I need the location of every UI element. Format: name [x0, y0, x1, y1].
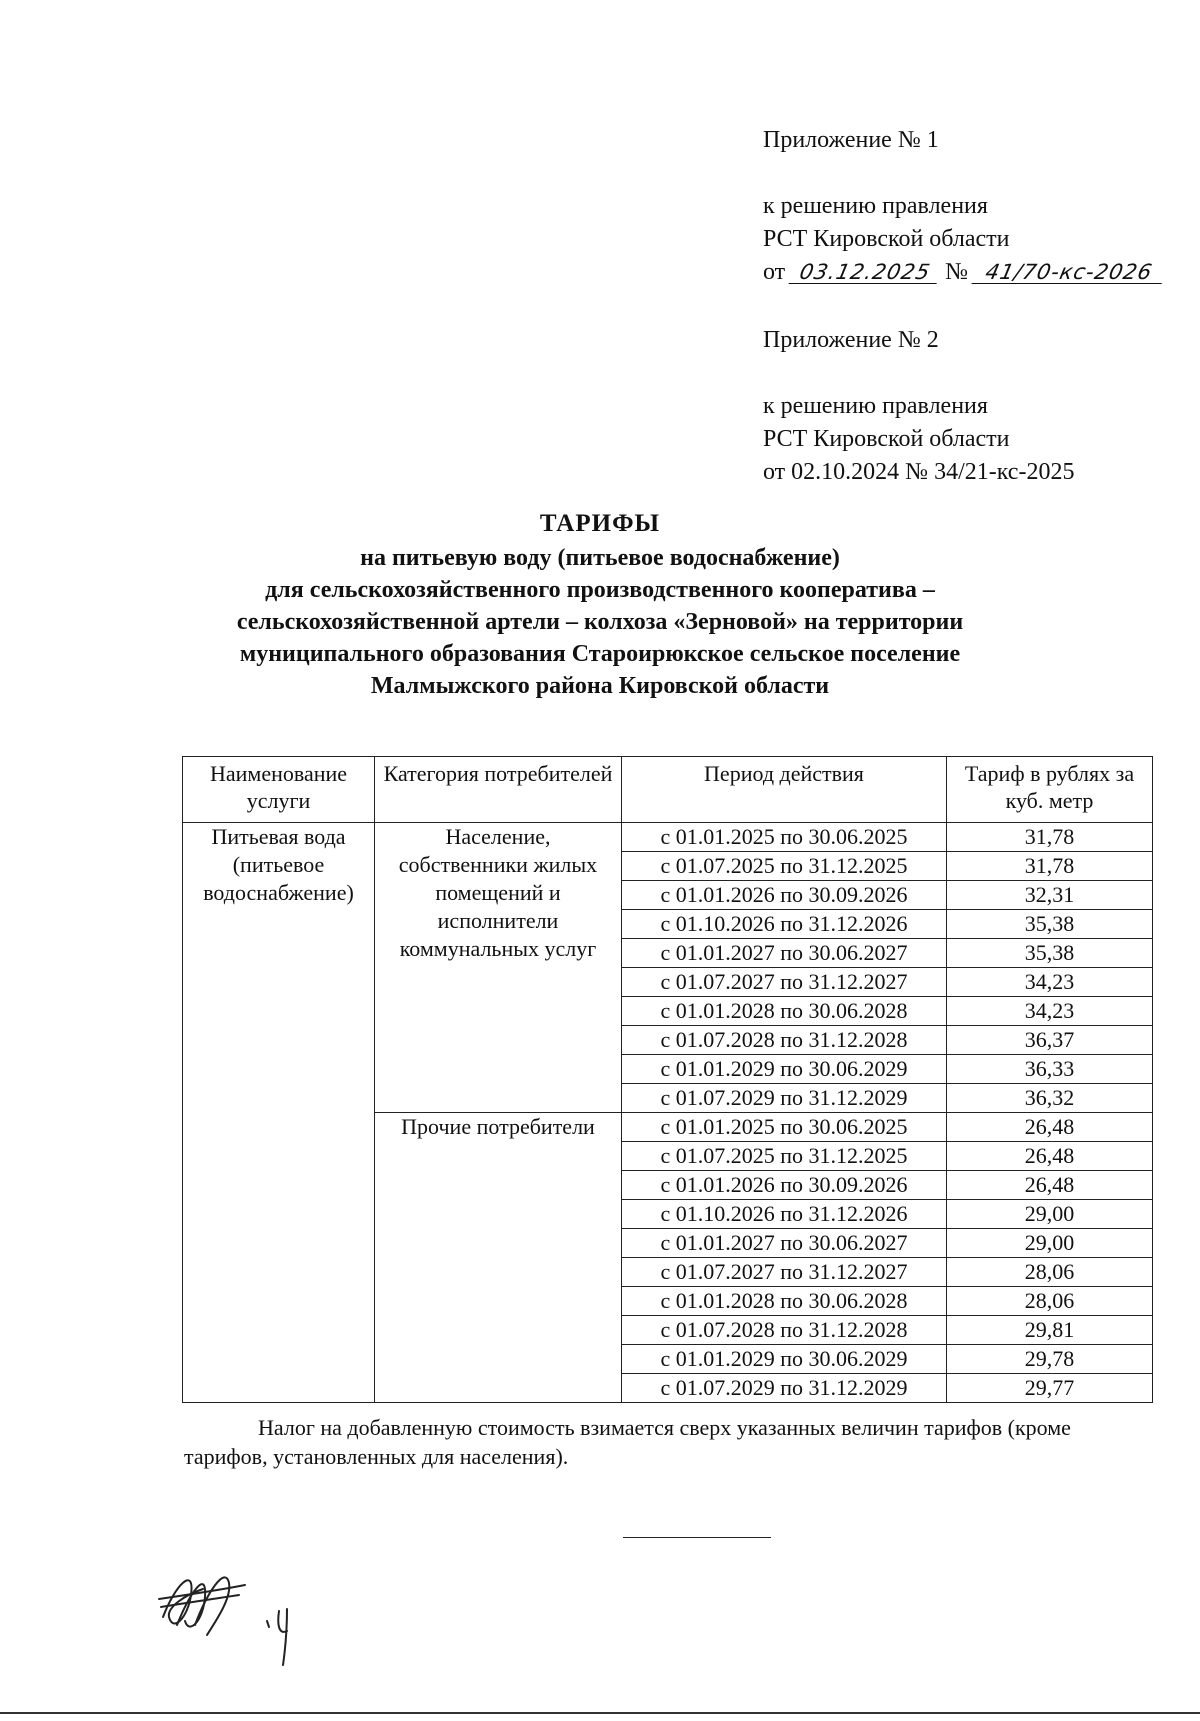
appendix-1-title: [763, 124, 939, 157]
table-row: [183, 823, 1153, 852]
header-period: Период действия: [622, 757, 947, 823]
tariff-rate-cell: 26,48: [947, 1113, 1153, 1142]
period-cell: с 01.07.2027 по 31.12.2027: [622, 968, 947, 997]
period-cell: с 01.10.2026 по 31.12.2026: [622, 1200, 947, 1229]
heading-line-3: сельскохозяйственной артели – колхоза «Зерновой» на территории: [236, 609, 964, 635]
category-cell: Прочие потребители: [375, 1113, 622, 1403]
period-cell: с 01.01.2028 по 30.06.2028: [622, 997, 947, 1026]
tariff-rate-cell: 36,37: [947, 1026, 1153, 1055]
appendix-2-basis: [763, 390, 1074, 489]
period-cell: с 01.01.2029 по 30.06.2029: [622, 1055, 947, 1084]
page-bottom-edge: [0, 1712, 1200, 1714]
period-cell: с 01.10.2026 по 31.12.2026: [622, 910, 947, 939]
appendix-1-handwritten-date: 03.12.2025: [789, 261, 942, 284]
period-cell: с 01.01.2029 по 30.06.2029: [622, 1345, 947, 1374]
handwritten-signature: [155, 1555, 305, 1680]
header-tariff: Тариф в рублях за куб. метр: [947, 757, 1153, 823]
tariff-rate-cell: 29,81: [947, 1316, 1153, 1345]
period-cell: с 01.07.2029 по 31.12.2029: [622, 1374, 947, 1403]
appendix-2-basis-line2: РСТ Кировской области: [763, 426, 1010, 452]
period-cell: с 01.01.2026 по 30.09.2026: [622, 1171, 947, 1200]
document-heading: [180, 508, 1020, 702]
period-cell: с 01.01.2025 по 30.06.2025: [622, 1113, 947, 1142]
appendix-2-title: [763, 324, 939, 357]
tariff-table: [182, 756, 1153, 1403]
tariff-rate-cell: 32,31: [947, 881, 1153, 910]
period-cell: с 01.07.2028 по 31.12.2028: [622, 1316, 947, 1345]
tariff-rate-cell: 29,77: [947, 1374, 1153, 1403]
period-cell: с 01.07.2027 по 31.12.2027: [622, 1258, 947, 1287]
period-cell: с 01.01.2027 по 30.06.2027: [622, 1229, 947, 1258]
appendix-1-basis-line1: к решению правления: [763, 193, 988, 219]
tariff-rate-cell: 26,48: [947, 1171, 1153, 1200]
period-cell: с 01.07.2025 по 31.12.2025: [622, 1142, 947, 1171]
appendix-1-basis-line2: РСТ Кировской области: [763, 226, 1010, 252]
appendix-2-title-text: Приложение № 2: [763, 327, 939, 353]
appendix-1-basis: [763, 190, 1164, 289]
period-cell: с 01.01.2027 по 30.06.2027: [622, 939, 947, 968]
tariff-rate-cell: 36,33: [947, 1055, 1153, 1084]
heading-line-5: Малмыжского района Кировской области: [370, 673, 830, 699]
appendix-2-basis-line1: к решению правления: [763, 393, 988, 419]
tariff-rate-cell: 31,78: [947, 852, 1153, 881]
tariff-rate-cell: 28,06: [947, 1258, 1153, 1287]
header-service: Наименование услуги: [183, 757, 375, 823]
tariff-rate-cell: 34,23: [947, 997, 1153, 1026]
tariff-rate-cell: 29,00: [947, 1200, 1153, 1229]
appendix-1-title-text: Приложение № 1: [763, 127, 939, 153]
period-cell: с 01.07.2025 по 31.12.2025: [622, 852, 947, 881]
signature-drawing: [155, 1555, 305, 1675]
appendix-1-number-sign: №: [945, 259, 969, 285]
tariff-rate-cell: 35,38: [947, 939, 1153, 968]
tariff-rate-cell: 29,00: [947, 1229, 1153, 1258]
end-divider: [623, 1537, 771, 1538]
table-header-row: [183, 757, 1153, 823]
category-cell: Население, собственники жилых помещений и исполнители коммунальных услуг: [375, 823, 622, 1113]
tariff-rate-cell: 35,38: [947, 910, 1153, 939]
period-cell: с 01.01.2028 по 30.06.2028: [622, 1287, 947, 1316]
heading-line-1: на питьевую воду (питьевое водоснабжение): [360, 545, 840, 571]
document-title: ТАРИФЫ: [539, 510, 661, 537]
tariff-rate-cell: 31,78: [947, 823, 1153, 852]
period-cell: с 01.07.2029 по 31.12.2029: [622, 1084, 947, 1113]
tariff-rate-cell: 36,32: [947, 1084, 1153, 1113]
appendix-1-date-line: [763, 256, 1164, 289]
appendix-1-date-prefix: от: [763, 259, 786, 285]
tariff-rate-cell: 26,48: [947, 1142, 1153, 1171]
header-category: Категория потребителей: [375, 757, 622, 823]
period-cell: с 01.01.2025 по 30.06.2025: [622, 823, 947, 852]
heading-line-2: для сельскохозяйственного производственного кооператива –: [265, 577, 935, 603]
period-cell: с 01.01.2026 по 30.09.2026: [622, 881, 947, 910]
service-name-cell: Питьевая вода (питьевое водоснабжение): [183, 823, 375, 1403]
heading-line-4: муниципального образования Староирюкское сельское поселение: [239, 641, 961, 667]
appendix-1-handwritten-number: 41/70-кс-2026: [972, 261, 1167, 284]
tariff-rate-cell: 28,06: [947, 1287, 1153, 1316]
tariff-table-body: [183, 823, 1153, 1403]
vat-note: Налог на добавленную стоимость взимается сверх указанных величин тарифов (кроме тарифов, установленных для населения).: [184, 1415, 1071, 1469]
tariff-rate-cell: 34,23: [947, 968, 1153, 997]
tariff-rate-cell: 29,78: [947, 1345, 1153, 1374]
period-cell: с 01.07.2028 по 31.12.2028: [622, 1026, 947, 1055]
appendix-2-basis-line3: от 02.10.2024 № 34/21-кс-2025: [763, 459, 1075, 485]
